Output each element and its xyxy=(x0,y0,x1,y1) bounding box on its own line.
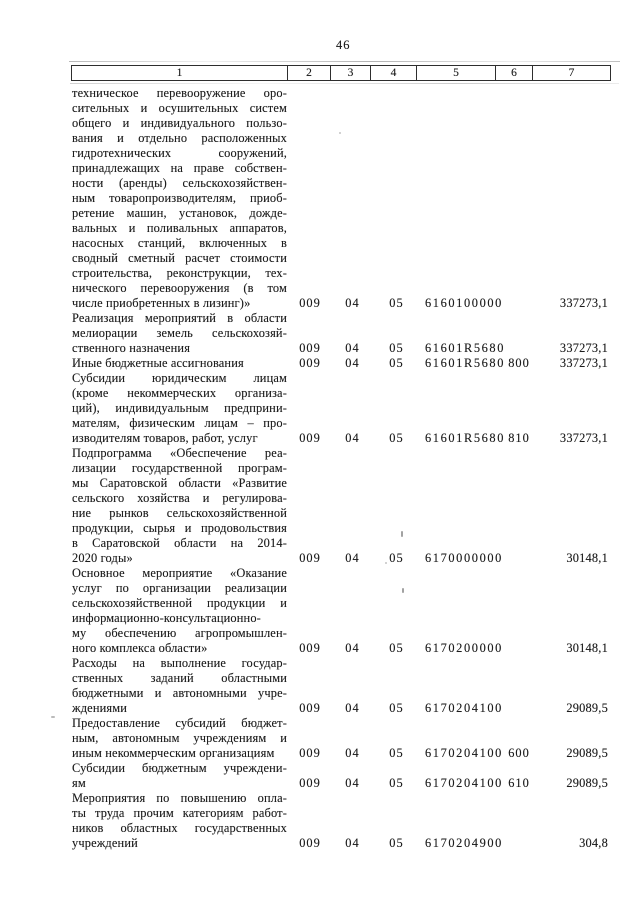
scan-artifact xyxy=(385,562,387,564)
cell-c7: 29089,5 xyxy=(566,701,608,715)
scan-artifact xyxy=(402,588,404,593)
table-row xyxy=(71,791,617,851)
cell-c6 xyxy=(500,296,538,311)
text-line: числе приобретенных в лизинг)» xyxy=(72,296,251,310)
text-line: техническое перевооружение оро- xyxy=(72,86,287,100)
table-row xyxy=(71,716,617,761)
header-cell-col2: 2 xyxy=(287,65,331,81)
cell-c4: 05 xyxy=(389,776,404,790)
row-title xyxy=(71,86,288,311)
cell-c7: 29089,5 xyxy=(566,776,608,790)
text-line: сельского хозяйства и регулирова- xyxy=(72,491,287,505)
row-title xyxy=(71,446,288,566)
text-line: ности (аренды) сельскохозяйствен- xyxy=(72,176,287,190)
text-line: Реализация мероприятий в области xyxy=(72,311,287,325)
text-line: ным, автономным учреждениям и xyxy=(72,731,287,745)
text-line: общего и индивидуального пользо- xyxy=(72,116,287,130)
header-cell-col4: 4 xyxy=(370,65,417,81)
cell-c3: 04 xyxy=(345,296,360,310)
text-line: Расходы на выполнение государ- xyxy=(72,656,287,670)
text-line: гидротехнических сооружений, xyxy=(72,146,287,160)
text-line: сительных и осушительных систем xyxy=(72,101,287,115)
cell-c4: 05 xyxy=(389,296,404,310)
cell-c2: 009 xyxy=(299,356,321,370)
text-line: ного комплекса области» xyxy=(72,641,208,655)
row-title xyxy=(71,656,288,716)
text-line: в Саратовской области на 2014- xyxy=(72,536,287,550)
text-line: Подпрограмма «Обеспечение реа- xyxy=(72,446,287,460)
cell-c4: 05 xyxy=(389,746,404,760)
cell-c2: 009 xyxy=(299,701,321,715)
cell-c5: 6160100000 xyxy=(425,296,503,310)
cell-c5: 6170200000 xyxy=(425,641,503,655)
cell-c6 xyxy=(500,551,538,566)
cell-c6 xyxy=(500,701,538,716)
cell-c3: 04 xyxy=(345,431,360,445)
text-line: строительства, реконструкции, тех- xyxy=(72,266,287,280)
header-cell-col7: 7 xyxy=(532,65,611,81)
cell-c3: 04 xyxy=(345,551,360,565)
table-row xyxy=(71,371,617,446)
cell-c7: 337273,1 xyxy=(559,431,608,445)
header-cell-col3: 3 xyxy=(330,65,371,81)
cell-c7: 30148,1 xyxy=(566,551,608,565)
cell-c4: 05 xyxy=(389,431,404,445)
cell-c2: 009 xyxy=(299,551,321,565)
text-line: ние рынков сельскохозяйственной xyxy=(72,506,287,520)
text-line: изводителям товаров, работ, услуг xyxy=(72,431,258,445)
text-line: ников областных государственных xyxy=(72,821,287,835)
cell-c3: 04 xyxy=(345,341,360,355)
text-line: (кроме некоммерческих организа- xyxy=(72,386,287,400)
text-line: Предоставление субсидий бюджет- xyxy=(72,716,287,730)
cell-c7: 30148,1 xyxy=(566,641,608,655)
text-line: ственных заданий областными xyxy=(72,671,287,685)
text-line: вания и отдельно расположенных xyxy=(72,131,287,145)
cell-c5: 6170204900 xyxy=(425,836,503,850)
text-line: вальных и поливальных аппаратов, xyxy=(72,221,287,235)
cell-c2: 009 xyxy=(299,641,321,655)
table-row xyxy=(71,761,617,791)
cell-c3: 04 xyxy=(345,356,360,370)
cell-c4: 05 xyxy=(389,356,404,370)
text-line: принадлежащих на праве собствен- xyxy=(72,161,287,175)
table-body xyxy=(71,86,617,851)
text-line: 2020 годы» xyxy=(72,551,133,565)
cell-c2: 009 xyxy=(299,431,321,445)
header-cell-col1: 1 xyxy=(71,65,288,81)
text-line: му обеспечению агропромышлен- xyxy=(72,626,287,640)
cell-c6 xyxy=(500,641,538,656)
table-row xyxy=(71,86,617,311)
cell-c2: 009 xyxy=(299,836,321,850)
text-line: ций), индивидуальным предприни- xyxy=(72,401,287,415)
cell-c4: 05 xyxy=(389,641,404,655)
cell-c4: 05 xyxy=(389,551,404,565)
cell-c6: 610 xyxy=(508,776,530,790)
table-row xyxy=(71,356,617,371)
cell-c2: 009 xyxy=(299,776,321,790)
text-line: мелиорации земель сельскохозяй- xyxy=(72,326,287,340)
cell-c4: 05 xyxy=(389,701,404,715)
text-line: ям xyxy=(72,776,86,790)
table-row xyxy=(71,311,617,356)
text-line: мы Саратовской области «Развитие xyxy=(72,476,287,490)
cell-c6: 600 xyxy=(508,746,530,760)
row-title xyxy=(71,716,288,761)
page-number: 46 xyxy=(336,38,351,52)
cell-c5: 6170204100 xyxy=(425,776,503,790)
text-line: ретение машин, установок, дожде- xyxy=(72,206,287,220)
cell-c7: 337273,1 xyxy=(559,296,608,310)
row-title xyxy=(71,311,288,356)
row-title xyxy=(71,566,288,656)
scan-artifact xyxy=(401,531,403,537)
cell-c2: 009 xyxy=(299,746,321,760)
text-line: сводный сметный расчет стоимости xyxy=(72,251,287,265)
cell-c6: 810 xyxy=(508,431,530,445)
table-row xyxy=(71,566,617,656)
cell-c7: 29089,5 xyxy=(566,746,608,760)
text-line: Основное мероприятие «Оказание xyxy=(72,566,287,580)
text-line: продукции, сырья и продовольствия xyxy=(72,521,287,535)
text-line: Иные бюджетные ассигнования xyxy=(72,356,244,370)
text-line: мателям, физическим лицам – про- xyxy=(72,416,287,430)
text-line: нического перевооружения (в том xyxy=(72,281,287,295)
cell-c3: 04 xyxy=(345,836,360,850)
scan-artifact xyxy=(51,716,55,718)
text-line: учреждений xyxy=(72,836,138,850)
cell-c5: 61601R5680 xyxy=(425,431,506,445)
cell-c7: 304,8 xyxy=(579,836,608,850)
row-title xyxy=(71,371,288,446)
cell-c5: 6170204100 xyxy=(425,701,503,715)
cell-c6 xyxy=(500,836,538,851)
text-line: сельскохозяйственной продукции и xyxy=(72,596,287,610)
cell-c3: 04 xyxy=(345,776,360,790)
cell-c2: 009 xyxy=(299,341,321,355)
cell-c4: 05 xyxy=(389,836,404,850)
cell-c6 xyxy=(500,341,538,356)
table-header-row xyxy=(71,65,617,81)
cell-c3: 04 xyxy=(345,701,360,715)
text-line: услуг по организации реализации xyxy=(72,581,287,595)
table-row xyxy=(71,656,617,716)
row-title xyxy=(71,356,288,371)
row-title xyxy=(71,761,288,791)
table-row xyxy=(71,446,617,566)
cell-c5: 61601R5680 xyxy=(425,341,506,355)
cell-c2: 009 xyxy=(299,296,321,310)
cell-c7: 337273,1 xyxy=(559,341,608,355)
row-title xyxy=(71,791,288,851)
cell-c5: 61601R5680 xyxy=(425,356,506,370)
text-line: насосных станций, включенных в xyxy=(72,236,287,250)
text-line: ным товаропроизводителям, приоб- xyxy=(72,191,287,205)
cell-c6: 800 xyxy=(508,356,530,370)
text-line: лизации государственной програм- xyxy=(72,461,287,475)
header-cell-col5: 5 xyxy=(416,65,496,81)
text-line: ждениями xyxy=(72,701,127,715)
text-line: бюджетными и автономными учре- xyxy=(72,686,287,700)
scan-artifact xyxy=(339,132,341,134)
cell-c7: 337273,1 xyxy=(559,356,608,370)
text-line: информационно-консультационно- xyxy=(72,611,261,625)
text-line: Субсидии бюджетным учреждени- xyxy=(72,761,287,775)
text-line: ственного назначения xyxy=(72,341,191,355)
cell-c4: 05 xyxy=(389,341,404,355)
cell-c5: 6170000000 xyxy=(425,551,503,565)
header-cell-col6: 6 xyxy=(495,65,533,81)
text-line: иным некоммерческим организациям xyxy=(72,746,275,760)
text-line: Субсидии юридическим лицам xyxy=(72,371,287,385)
cell-c5: 6170204100 xyxy=(425,746,503,760)
text-line: Мероприятия по повышению опла- xyxy=(72,791,287,805)
cell-c3: 04 xyxy=(345,641,360,655)
text-line: ты труда прочим категориям работ- xyxy=(72,806,287,820)
cell-c3: 04 xyxy=(345,746,360,760)
